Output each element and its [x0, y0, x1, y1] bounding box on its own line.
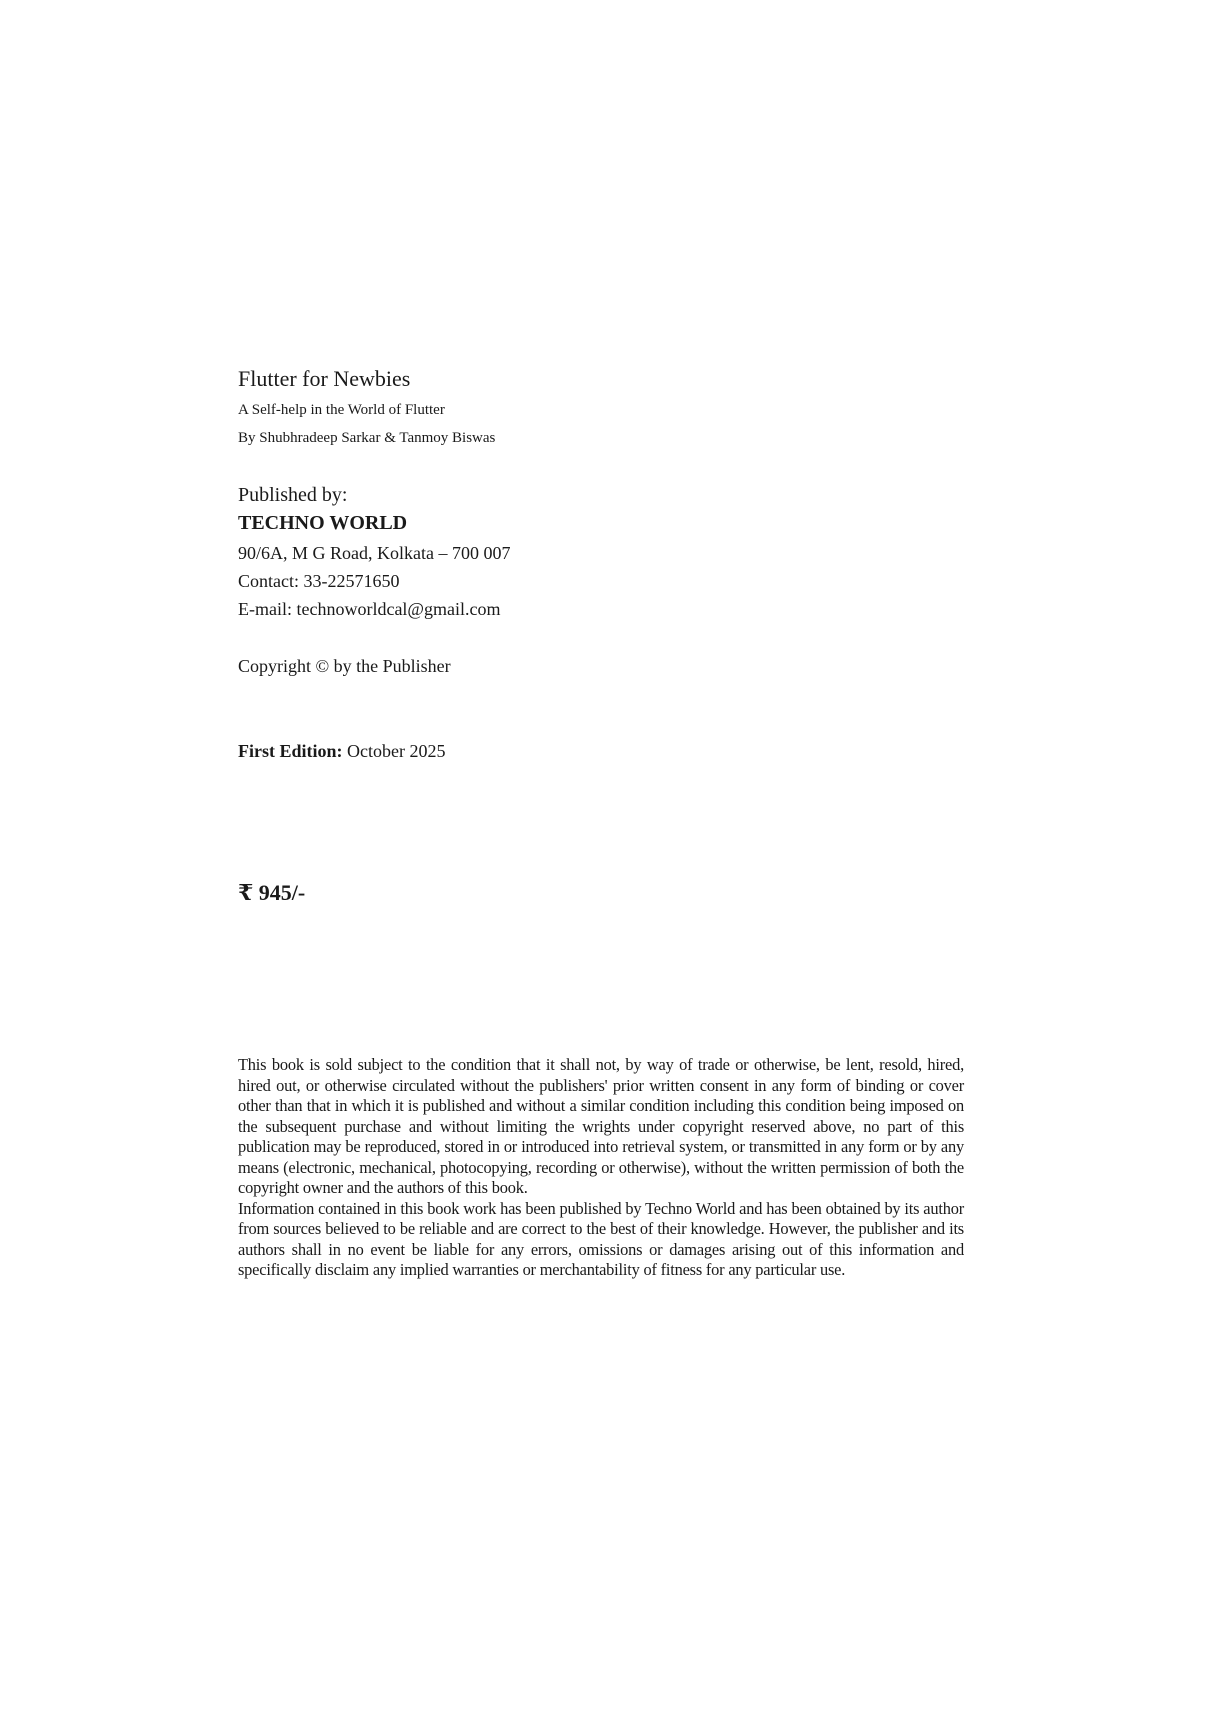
edition-value: October 2025	[342, 741, 446, 761]
publisher-contact: Contact: 33-22571650	[238, 571, 400, 591]
legal-disclaimer	[238, 1055, 964, 1281]
disclaimer-paragraph-2: Information contained in this book work has been published by Techno World and has been obtained by its author from sources believed to be reliable and are correct to the best of their knowledge. However, the publisher and its authors shall in no event be liable for any errors, omissions or damages arising out of this information and specifically disclaim any implied warranties or merchantability of fitness for any particular use.	[238, 1198, 964, 1279]
book-price: ₹ 945/-	[238, 880, 306, 905]
book-title: Flutter for Newbies	[238, 366, 411, 391]
published-by-label: Published by:	[238, 484, 348, 506]
edition-line	[238, 741, 446, 762]
book-subtitle: A Self-help in the World of Flutter	[238, 402, 445, 418]
publisher-email: E-mail: technoworldcal@gmail.com	[238, 599, 501, 619]
copyright-notice: Copyright © by the Publisher	[238, 656, 451, 676]
publisher-address: 90/6A, M G Road, Kolkata – 700 007	[238, 543, 511, 563]
publisher-name: TECHNO WORLD	[238, 512, 408, 534]
edition-label: First Edition:	[238, 741, 343, 761]
book-authors: By Shubhradeep Sarkar & Tanmoy Biswas	[238, 430, 496, 446]
disclaimer-paragraph-1: This book is sold subject to the condition that it shall not, by way of trade or otherwise, be lent, resold, hired, hired out, or otherwise circulated without the publishers' prior written consent in any form of binding or cover other than that in which it is published and without a similar condition including this condition being imposed on the subsequent purchase and without limiting the wrights under copyright reserved above, no part of this publication may be reproduced, stored in or introduced into retrieval system, or transmitted in any form or by any means (electronic, mechanical, photocopying, recording or otherwise), without the written permission of both the copyright owner and the authors of this book.	[238, 1055, 964, 1197]
